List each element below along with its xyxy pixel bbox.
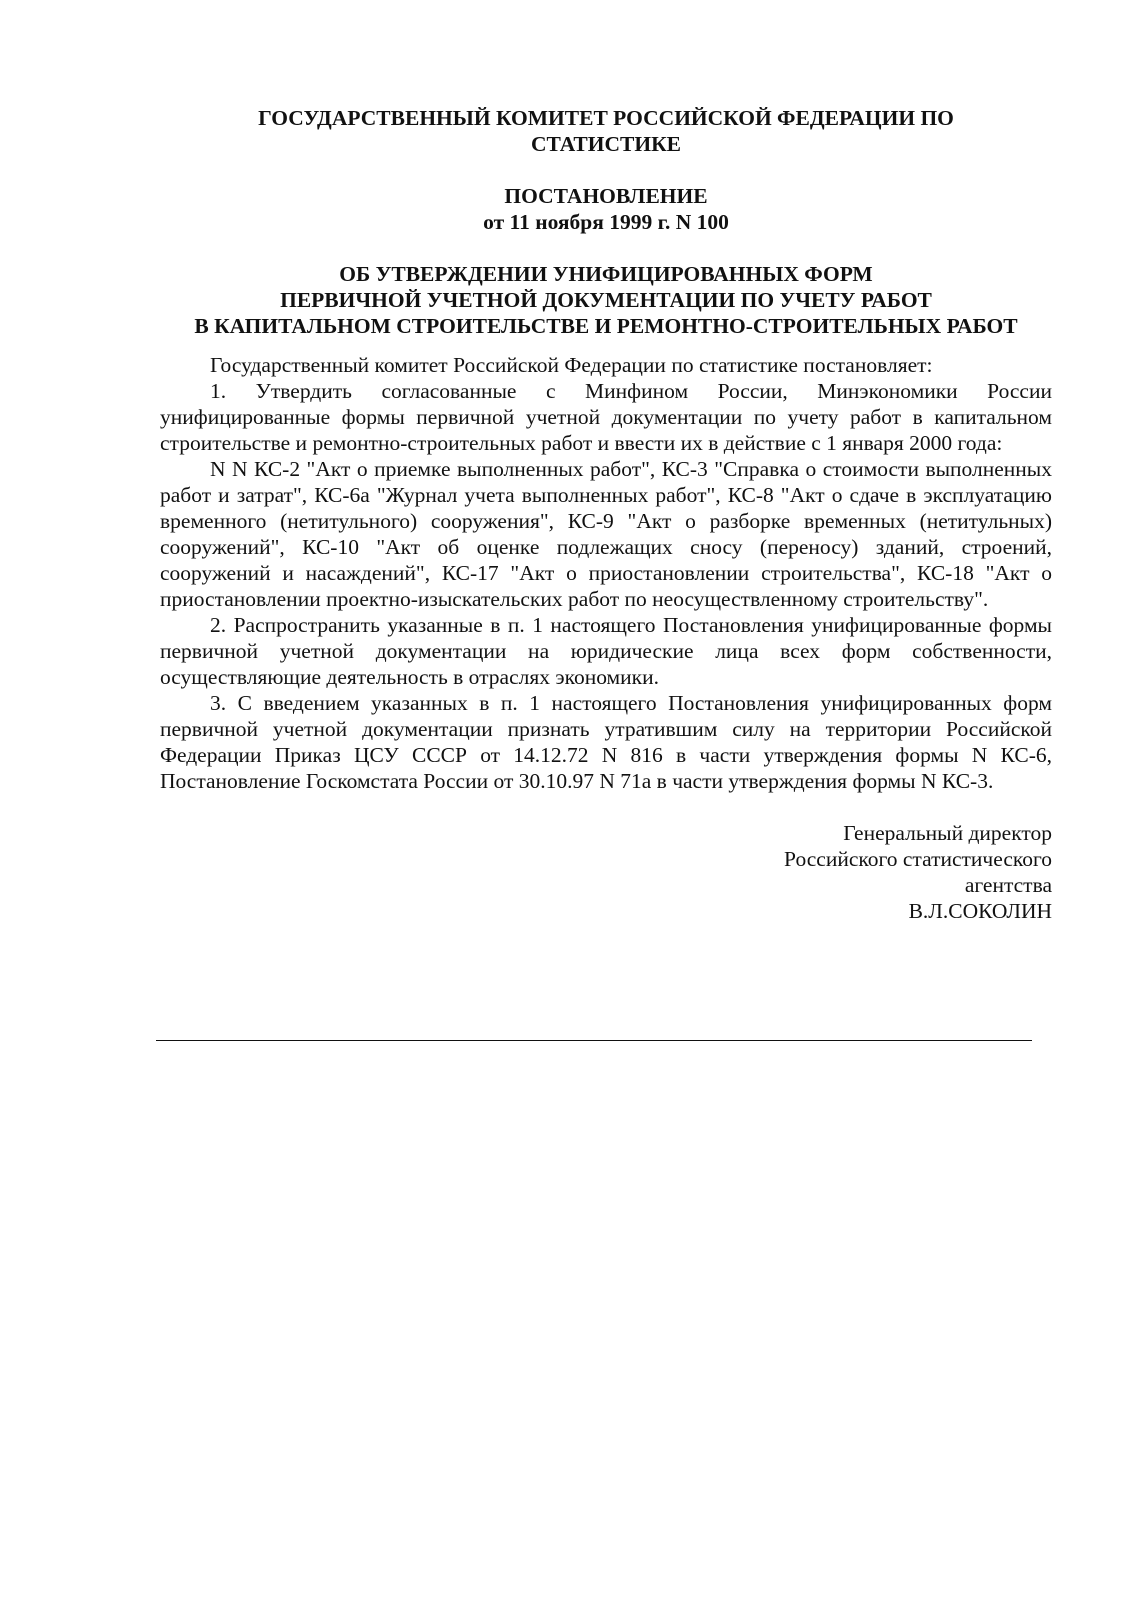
doc-date: от 11 ноября 1999 г. N 100 [483, 210, 729, 234]
item-1-paragraph: 1. Утвердить согласованные с Минфином России, Минэкономики России унифицированные формы первичной учетной документации по учету работ в капитальном строительстве и ремонтно-строительных работ и ввести их в действие с 1 января 2000 года: [160, 379, 1052, 455]
horizontal-divider [156, 1040, 1032, 1041]
signature-position-line-2: Российского статистического [784, 847, 1052, 871]
agency-line-2: СТАТИСТИКЕ [530, 132, 682, 156]
signature-position-line-1: Генеральный директор [843, 821, 1052, 845]
item-1-forms-list: N N КС-2 "Акт о приемке выполненных работ", КС-3 "Справка о стоимости выполненных работ и затрат", КС-6а "Журнал учета выполненных работ", КС-8 "Акт о сдаче в эксплуатацию временного (нетитульного) сооружения", КС-9 "Акт о разборке временных (нетитульных) сооружений", КС-10 "Акт об оценке подлежащих сносу (переносу) зданий, строений, сооружений и насаждений", КС-17 "Акт о приостановлении строительства", КС-18 "Акт о приостановлении проектно-изыскательских работ по неосуществленному строительству". [160, 457, 1052, 611]
signature-block [160, 820, 1052, 924]
agency-name [160, 105, 1052, 157]
agency-line-1: ГОСУДАРСТВЕННЫЙ КОМИТЕТ РОССИЙСКОЙ ФЕДЕРАЦИИ ПО [258, 106, 954, 130]
item-3-paragraph: 3. С введением указанных в п. 1 настоящего Постановления унифицированных форм первичной учетной документации признать утратившим силу на территории Российской Федерации Приказ ЦСУ СССР от 14.12.72 N 816 в части утверждения формы N КС-6, Постановление Госкомстата России от 30.10.97 N 71а в части утверждения формы N КС-3. [160, 691, 1052, 793]
signature-position-line-3: агентства [964, 873, 1052, 897]
title-line-1: ОБ УТВЕРЖДЕНИИ УНИФИЦИРОВАННЫХ ФОРМ [339, 262, 873, 286]
document-title [160, 261, 1052, 339]
item-2-paragraph: 2. Распространить указанные в п. 1 настоящего Постановления унифицированные формы первичной учетной документации на юридические лица всех форм собственности, осуществляющие деятельность в отраслях экономики. [160, 613, 1052, 689]
doc-type: ПОСТАНОВЛЕНИЕ [504, 184, 708, 208]
document-page [160, 105, 1052, 924]
decree-heading [160, 183, 1052, 235]
document-body [160, 352, 1052, 794]
document-header [160, 105, 1052, 339]
title-line-2: ПЕРВИЧНОЙ УЧЕТНОЙ ДОКУМЕНТАЦИИ ПО УЧЕТУ РАБОТ [280, 288, 932, 312]
intro-paragraph: Государственный комитет Российской Федерации по статистике постановляет: [210, 353, 933, 377]
title-line-3: В КАПИТАЛЬНОМ СТРОИТЕЛЬСТВЕ И РЕМОНТНО-СТРОИТЕЛЬНЫХ РАБОТ [194, 314, 1018, 338]
signatory-name: В.Л.СОКОЛИН [908, 899, 1052, 923]
